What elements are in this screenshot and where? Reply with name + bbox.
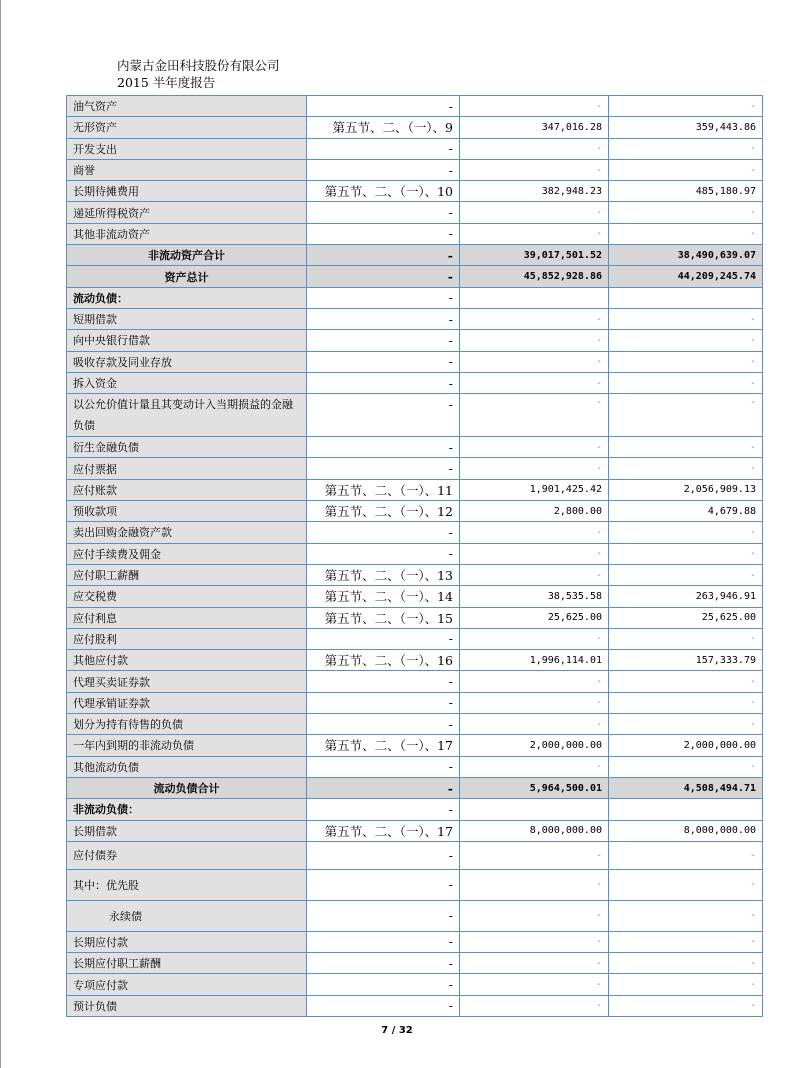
period-end-value: - <box>460 995 609 1016</box>
line-item-label: 无形资产 <box>67 117 307 138</box>
table-row <box>67 501 763 522</box>
company-name: 内蒙古金田科技股份有限公司 <box>117 58 280 73</box>
table-row <box>67 869 763 900</box>
period-start-value: - <box>609 869 763 900</box>
period-start-value: - <box>609 96 763 117</box>
note-reference: - <box>307 974 460 995</box>
note-reference: 第五节、二、（一）、10 <box>307 181 460 202</box>
period-start-value: - <box>609 351 763 372</box>
period-end-value: 39,017,501.52 <box>460 245 609 266</box>
note-reference: 第五节、二、（一）、15 <box>307 607 460 628</box>
table-row <box>67 138 763 159</box>
period-end-value: 25,625.00 <box>460 607 609 628</box>
note-reference: 第五节、二、（一）、11 <box>307 479 460 500</box>
period-end-value: 2,000,000.00 <box>460 735 609 756</box>
note-reference: - <box>307 351 460 372</box>
period-end-value: 347,016.28 <box>460 117 609 138</box>
period-start-value: 25,625.00 <box>609 607 763 628</box>
line-item-label: 非流动资产合计 <box>67 245 307 266</box>
period-start-value: - <box>609 995 763 1016</box>
table-row <box>67 479 763 500</box>
table-row <box>67 308 763 329</box>
period-start-value: 485,180.97 <box>609 181 763 202</box>
table-row <box>67 458 763 479</box>
note-reference: - <box>307 458 460 479</box>
note-reference: - <box>307 869 460 900</box>
period-end-value: - <box>460 953 609 974</box>
period-start-value: - <box>609 543 763 564</box>
period-end-value: 2,800.00 <box>460 501 609 522</box>
line-item-label: 其他应付款 <box>67 650 307 671</box>
report-title: 2015 半年度报告 <box>117 75 216 90</box>
period-start-value: - <box>609 628 763 649</box>
line-item-label: 代理买卖证券款 <box>67 671 307 692</box>
line-item-label: 预计负债 <box>67 995 307 1016</box>
period-start-value: 4,508,494.71 <box>609 777 763 798</box>
note-reference: - <box>307 330 460 351</box>
table-row <box>67 931 763 952</box>
line-item-label: 以公允价值计量且其变动计入当期损益的金融负债 <box>67 394 307 437</box>
period-end-value: - <box>460 202 609 223</box>
report-header <box>117 57 280 91</box>
line-item-label: 衍生金融负债 <box>67 437 307 458</box>
table-row <box>67 181 763 202</box>
note-reference: - <box>307 394 460 437</box>
note-reference: 第五节、二、（一）、14 <box>307 586 460 607</box>
table-row <box>67 266 763 287</box>
note-reference: - <box>307 900 460 931</box>
table-row <box>67 671 763 692</box>
table-row <box>67 714 763 735</box>
period-start-value: 8,000,000.00 <box>609 820 763 841</box>
note-reference: 第五节、二、（一）、17 <box>307 735 460 756</box>
line-item-label: 预收款项 <box>67 501 307 522</box>
period-end-value: - <box>460 756 609 777</box>
note-reference: - <box>307 714 460 735</box>
period-start-value: 38,490,639.07 <box>609 245 763 266</box>
note-reference: - <box>307 437 460 458</box>
note-reference: - <box>307 931 460 952</box>
note-reference: - <box>307 543 460 564</box>
note-reference: - <box>307 266 460 287</box>
period-end-value: - <box>460 522 609 543</box>
table-row <box>67 202 763 223</box>
note-reference: - <box>307 756 460 777</box>
line-item-label: 划分为持有待售的负债 <box>67 714 307 735</box>
table-row <box>67 96 763 117</box>
table-row <box>67 628 763 649</box>
period-start-value: - <box>609 522 763 543</box>
period-start-value: 2,056,909.13 <box>609 479 763 500</box>
period-end-value: - <box>460 138 609 159</box>
period-end-value: - <box>460 437 609 458</box>
balance-sheet-table <box>66 95 763 1017</box>
period-start-value: 2,000,000.00 <box>609 735 763 756</box>
note-reference: 第五节、二、（一）、16 <box>307 650 460 671</box>
balance-sheet-rows <box>67 96 763 1017</box>
line-item-label: 应付股利 <box>67 628 307 649</box>
line-item-label: 应交税费 <box>67 586 307 607</box>
period-start-value: - <box>609 223 763 244</box>
line-item-label: 商誉 <box>67 159 307 180</box>
note-reference: - <box>307 287 460 308</box>
line-item-label: 吸收存款及同业存放 <box>67 351 307 372</box>
note-reference: 第五节、二、（一）、9 <box>307 117 460 138</box>
period-start-value: - <box>609 159 763 180</box>
period-start-value: 263,946.91 <box>609 586 763 607</box>
line-item-label: 长期待摊费用 <box>67 181 307 202</box>
line-item-label: 专项应付款 <box>67 974 307 995</box>
note-reference: - <box>307 96 460 117</box>
line-item-label: 应付账款 <box>67 479 307 500</box>
table-row <box>67 117 763 138</box>
period-start-value: - <box>609 308 763 329</box>
note-reference: - <box>307 245 460 266</box>
period-start-value: - <box>609 931 763 952</box>
period-end-value: - <box>460 394 609 437</box>
line-item-label: 其他流动负债 <box>67 756 307 777</box>
period-end-value: - <box>460 564 609 585</box>
line-item-label: 应付职工薪酬 <box>67 564 307 585</box>
note-reference: 第五节、二、（一）、13 <box>307 564 460 585</box>
period-end-value: - <box>460 223 609 244</box>
period-end-value <box>460 287 609 308</box>
note-reference: - <box>307 995 460 1016</box>
period-start-value: 4,679.88 <box>609 501 763 522</box>
period-end-value: 1,901,425.42 <box>460 479 609 500</box>
table-row <box>67 564 763 585</box>
note-reference: - <box>307 799 460 820</box>
line-item-label: 长期借款 <box>67 820 307 841</box>
note-reference: 第五节、二、（一）、12 <box>307 501 460 522</box>
period-end-value: - <box>460 931 609 952</box>
table-row <box>67 735 763 756</box>
period-end-value: - <box>460 308 609 329</box>
period-start-value: - <box>609 714 763 735</box>
table-row <box>67 223 763 244</box>
period-end-value: - <box>460 372 609 393</box>
line-item-label: 长期应付职工薪酬 <box>67 953 307 974</box>
period-end-value: 8,000,000.00 <box>460 820 609 841</box>
table-row <box>67 372 763 393</box>
line-item-label: 一年内到期的非流动负债 <box>67 735 307 756</box>
note-reference: - <box>307 671 460 692</box>
table-row <box>67 437 763 458</box>
period-start-value: - <box>609 458 763 479</box>
table-row <box>67 543 763 564</box>
period-start-value: - <box>609 900 763 931</box>
period-start-value: 359,443.86 <box>609 117 763 138</box>
table-row <box>67 522 763 543</box>
table-row <box>67 777 763 798</box>
table-row <box>67 586 763 607</box>
period-start-value: - <box>609 202 763 223</box>
note-reference: - <box>307 522 460 543</box>
line-item-label: 短期借款 <box>67 308 307 329</box>
table-row <box>67 692 763 713</box>
period-start-value <box>609 287 763 308</box>
table-row <box>67 900 763 931</box>
table-row <box>67 607 763 628</box>
line-item-label: 长期应付款 <box>67 931 307 952</box>
line-item-label: 代理承销证券款 <box>67 692 307 713</box>
note-reference: - <box>307 841 460 869</box>
period-end-value: 45,852,928.86 <box>460 266 609 287</box>
period-end-value: 38,535.58 <box>460 586 609 607</box>
period-end-value: - <box>460 458 609 479</box>
table-row <box>67 995 763 1016</box>
period-start-value: - <box>609 437 763 458</box>
note-reference: - <box>307 138 460 159</box>
table-row <box>67 159 763 180</box>
table-row <box>67 245 763 266</box>
period-start-value: - <box>609 330 763 351</box>
period-start-value: - <box>609 138 763 159</box>
line-item-label: 流动负债： <box>67 287 307 308</box>
line-item-label: 拆入资金 <box>67 372 307 393</box>
note-reference: - <box>307 159 460 180</box>
line-item-label: 向中央银行借款 <box>67 330 307 351</box>
line-item-label: 卖出回购金融资产款 <box>67 522 307 543</box>
period-end-value <box>460 799 609 820</box>
line-item-label: 应付利息 <box>67 607 307 628</box>
period-start-value: - <box>609 394 763 437</box>
period-start-value: - <box>609 841 763 869</box>
line-item-label: 其他非流动资产 <box>67 223 307 244</box>
period-end-value: 5,964,500.01 <box>460 777 609 798</box>
period-end-value: - <box>460 330 609 351</box>
table-row <box>67 799 763 820</box>
period-end-value: - <box>460 692 609 713</box>
line-item-label: 非流动负债： <box>67 799 307 820</box>
line-item-label: 其中：优先股 <box>67 869 307 900</box>
line-item-label: 应付票据 <box>67 458 307 479</box>
line-item-label: 资产总计 <box>67 266 307 287</box>
period-end-value: - <box>460 974 609 995</box>
period-start-value <box>609 799 763 820</box>
period-end-value: - <box>460 900 609 931</box>
line-item-label: 流动负债合计 <box>67 777 307 798</box>
table-row <box>67 841 763 869</box>
note-reference: - <box>307 953 460 974</box>
period-start-value: - <box>609 564 763 585</box>
note-reference: - <box>307 223 460 244</box>
period-start-value: - <box>609 671 763 692</box>
period-end-value: - <box>460 96 609 117</box>
period-end-value: - <box>460 159 609 180</box>
period-start-value: - <box>609 372 763 393</box>
table-row <box>67 330 763 351</box>
note-reference: - <box>307 372 460 393</box>
line-item-label: 永续债 <box>67 900 307 931</box>
table-row <box>67 287 763 308</box>
period-end-value: - <box>460 671 609 692</box>
table-row <box>67 953 763 974</box>
table-row <box>67 756 763 777</box>
note-reference: - <box>307 308 460 329</box>
note-reference: - <box>307 692 460 713</box>
period-start-value: 44,209,245.74 <box>609 266 763 287</box>
period-start-value: - <box>609 756 763 777</box>
period-end-value: - <box>460 628 609 649</box>
table-row <box>67 974 763 995</box>
page-number: 7 / 32 <box>381 1025 413 1036</box>
line-item-label: 油气资产 <box>67 96 307 117</box>
table-row <box>67 394 763 437</box>
line-item-label: 应付手续费及佣金 <box>67 543 307 564</box>
line-item-label: 递延所得税资产 <box>67 202 307 223</box>
period-end-value: - <box>460 714 609 735</box>
period-start-value: 157,333.79 <box>609 650 763 671</box>
period-end-value: 382,948.23 <box>460 181 609 202</box>
note-reference: 第五节、二、（一）、17 <box>307 820 460 841</box>
line-item-label: 开发支出 <box>67 138 307 159</box>
table-row <box>67 650 763 671</box>
note-reference: - <box>307 202 460 223</box>
period-start-value: - <box>609 953 763 974</box>
period-end-value: - <box>460 543 609 564</box>
period-end-value: - <box>460 869 609 900</box>
period-end-value: - <box>460 841 609 869</box>
period-start-value: - <box>609 692 763 713</box>
period-start-value: - <box>609 974 763 995</box>
note-reference: - <box>307 777 460 798</box>
page-left-border <box>0 0 1 1068</box>
line-item-label: 应付债券 <box>67 841 307 869</box>
note-reference: - <box>307 628 460 649</box>
period-end-value: 1,996,114.01 <box>460 650 609 671</box>
table-row <box>67 820 763 841</box>
table-row <box>67 351 763 372</box>
period-end-value: - <box>460 351 609 372</box>
